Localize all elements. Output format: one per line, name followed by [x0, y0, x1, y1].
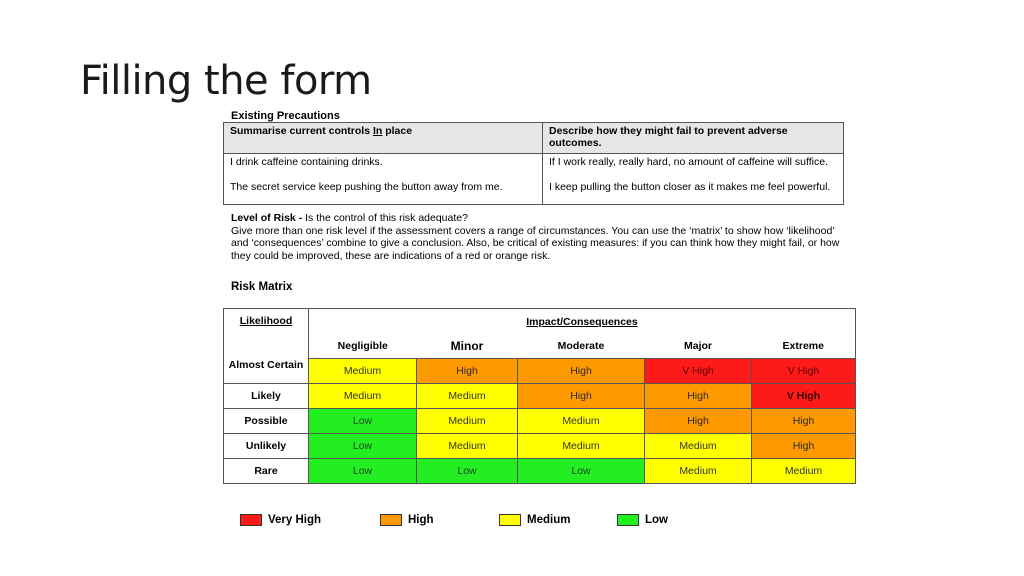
risk-matrix-title: Risk Matrix [231, 281, 293, 293]
legend-item-high: High [380, 514, 434, 526]
column-header: Extreme [752, 334, 856, 359]
controls-header: Summarise current controls In place [224, 123, 543, 154]
likelihood-header-cell [224, 309, 309, 384]
likelihood-header: Likelihood [239, 315, 293, 327]
matrix-cell: Medium [752, 459, 856, 484]
matrix-cell: Medium [309, 384, 417, 409]
matrix-cell: High [752, 434, 856, 459]
row-label: Possible [224, 409, 309, 434]
row-label: Almost Certain [228, 359, 304, 371]
matrix-cell-emphasis: V High [752, 384, 856, 409]
controls-cell [224, 154, 543, 205]
failures-cell [543, 154, 844, 205]
legend-swatch [240, 514, 262, 526]
matrix-cell: Medium [518, 434, 645, 459]
matrix-cell: High [518, 384, 645, 409]
legend-swatch [380, 514, 402, 526]
impact-header: Impact/Consequences [309, 309, 856, 335]
row-label: Unlikely [224, 434, 309, 459]
slide-title: Filling the form [80, 58, 372, 104]
level-of-risk-text: Level of Risk - Is the control of this risk adequate? Give more than one risk level if the assessment covers a range of circumstances. You can use the ‘matrix’ to show how ‘likelihood’ and ‘consequences’ combine to give a conclusion. Also, be critical of existing measures: if you can think how they might fail, or how they could be improved, these are indications of a red or orange risk. [231, 212, 840, 262]
risk-matrix [223, 308, 856, 484]
matrix-cell: Medium [645, 459, 752, 484]
matrix-cell: V High [645, 359, 752, 384]
legend-swatch [617, 514, 639, 526]
column-header: Negligible [309, 334, 417, 359]
legend-item-very-high: Very High [240, 514, 321, 526]
matrix-cell: Medium [417, 434, 518, 459]
matrix-cell: Medium [417, 409, 518, 434]
matrix-cell: Low [309, 434, 417, 459]
matrix-cell: Low [309, 409, 417, 434]
matrix-cell: High [645, 409, 752, 434]
matrix-cell: High [752, 409, 856, 434]
control-item: I drink caffeine containing drinks. [230, 156, 383, 168]
legend-item-low: Low [617, 514, 668, 526]
failure-item: I keep pulling the button closer as it makes me feel powerful. [549, 180, 831, 193]
column-header: Moderate [518, 334, 645, 359]
precautions-table [223, 122, 844, 205]
matrix-cell: High [417, 359, 518, 384]
matrix-cell: V High [752, 359, 856, 384]
legend-item-medium: Medium [499, 514, 570, 526]
column-header: Minor [417, 334, 518, 359]
precautions-heading: Existing Precautions [231, 110, 340, 122]
matrix-cell: High [645, 384, 752, 409]
failure-item: If I work really, really hard, no amount of caffeine will suffice. [549, 156, 828, 168]
column-header: Major [645, 334, 752, 359]
control-item: The secret service keep pushing the button away from me. [230, 180, 503, 193]
failures-header: Describe how they might fail to prevent adverse outcomes. [543, 123, 844, 154]
legend-swatch [499, 514, 521, 526]
matrix-cell: Low [309, 459, 417, 484]
matrix-cell: Medium [417, 384, 518, 409]
matrix-cell: Medium [645, 434, 752, 459]
row-label: Likely [224, 384, 309, 409]
row-label: Rare [224, 459, 309, 484]
matrix-cell: Low [518, 459, 645, 484]
matrix-cell: Medium [309, 359, 417, 384]
matrix-cell: High [518, 359, 645, 384]
matrix-cell: Low [417, 459, 518, 484]
matrix-cell: Medium [518, 409, 645, 434]
